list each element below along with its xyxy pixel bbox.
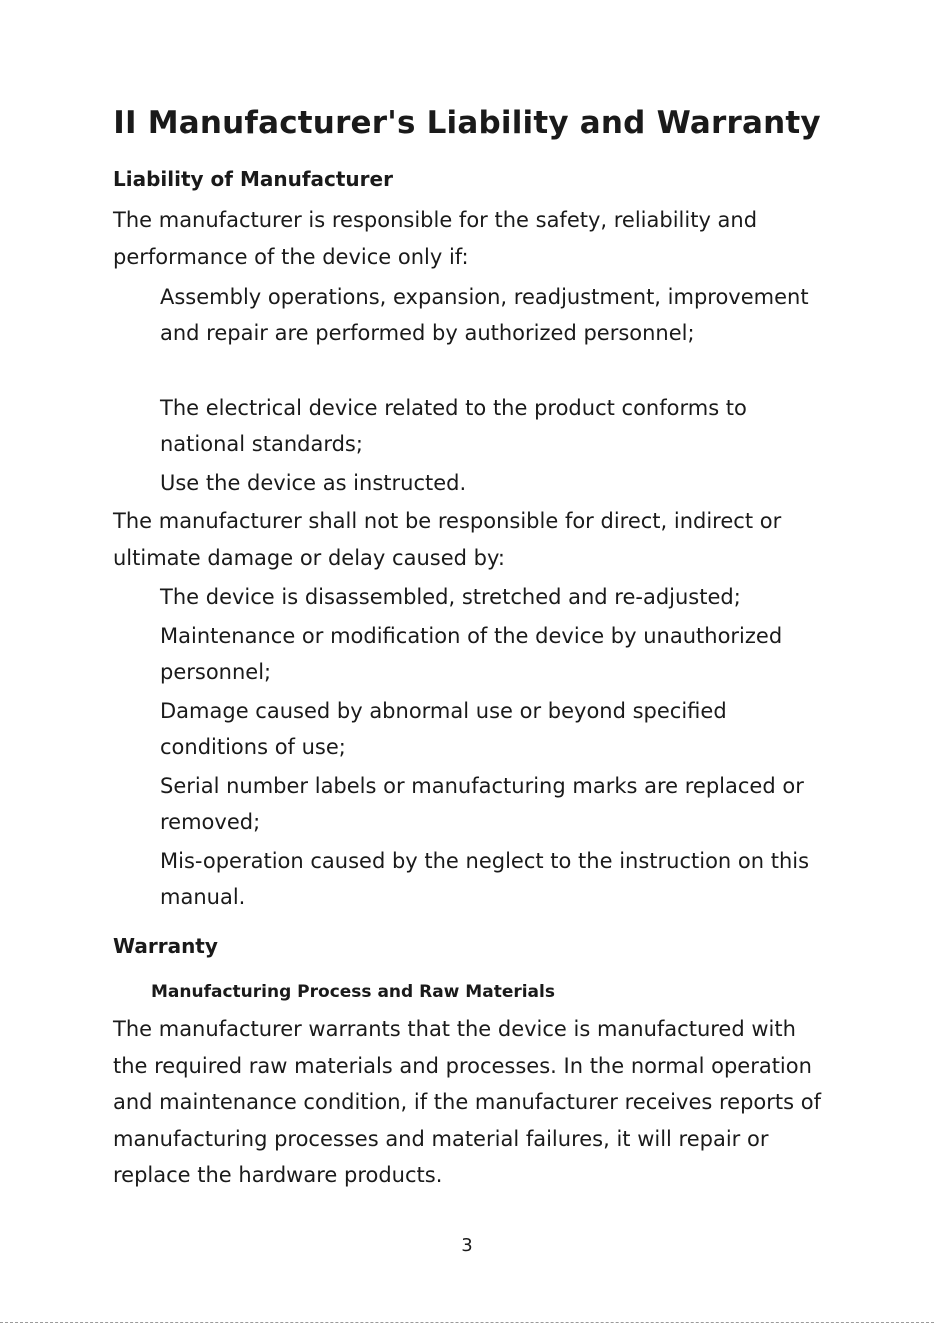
liability-heading: Liability of Manufacturer <box>113 167 393 191</box>
liability-exclusion-item: Serial number labels or manufacturing marks are replaced or removed; <box>160 774 804 834</box>
liability-condition-item: Assembly operations, expansion, readjustment, improvement and repair are performed by authorized personnel; <box>160 285 809 345</box>
warranty-heading: Warranty <box>113 934 218 958</box>
liability-exclusion-intro-paragraph: The manufacturer shall not be responsible for direct, indirect or ultimate damage or delay caused by: <box>113 509 782 570</box>
bottom-divider <box>0 1322 934 1323</box>
page-title: II Manufacturer's Liability and Warranty <box>113 105 821 141</box>
liability-exclusion-item: Damage caused by abnormal use or beyond specified conditions of use; <box>160 699 727 759</box>
liability-condition-item: The electrical device related to the product conforms to national standards; <box>160 396 747 456</box>
warranty-body-paragraph: The manufacturer warrants that the device is manufactured with the required raw materials and processes. In the normal operation and maintenance condition, if the manufacturer receives reports of manufacturing processes and material failures, it will repair or replace the hardware products. <box>113 1017 821 1187</box>
liability-condition-item: Use the device as instructed. <box>160 471 467 495</box>
liability-exclusion-item: Maintenance or modification of the device by unauthorized personnel; <box>160 624 783 684</box>
liability-exclusion-item: Mis-operation caused by the neglect to the instruction on this manual. <box>160 849 810 909</box>
page-number: 3 <box>461 1235 473 1256</box>
liability-exclusion-item: The device is disassembled, stretched and re-adjusted; <box>160 585 741 609</box>
liability-intro-paragraph: The manufacturer is responsible for the safety, reliability and performance of the device only if: <box>113 208 758 269</box>
warranty-subheading: Manufacturing Process and Raw Materials <box>151 982 555 1002</box>
